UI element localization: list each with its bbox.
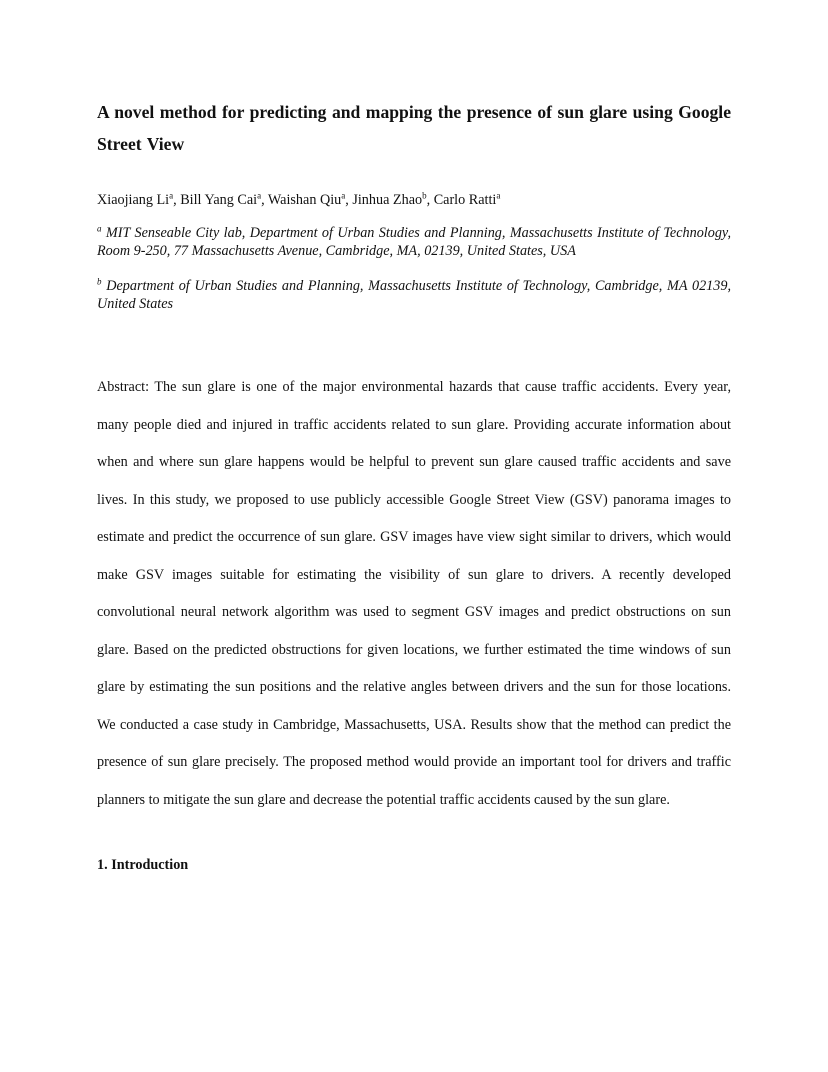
affiliation-text: Department of Urban Studies and Planning, Massachusetts Institute of Technology, Cambridge, MA 02139, United States <box>97 278 732 312</box>
author-list <box>97 191 731 209</box>
author-separator: , <box>261 192 268 208</box>
author-affiliation-mark: b <box>422 190 427 201</box>
affiliation-b <box>97 277 731 313</box>
author-name: Jinhua Zhao <box>352 192 423 208</box>
affiliation-a <box>97 224 731 260</box>
author-affiliation-mark: a <box>257 190 262 201</box>
author-affiliation-mark: a <box>169 190 174 201</box>
section-heading-introduction: 1. Introduction <box>97 857 189 873</box>
author-separator: , <box>426 192 434 208</box>
affiliation-text: MIT Senseable City lab, Department of Urban Studies and Planning, Massachusetts Institute of Technology, Room 9-250, 77 Massachusetts Avenue, Cambridge, MA, 02139, United States, USA <box>97 225 731 259</box>
affiliation-mark: b <box>97 276 102 287</box>
author-name: Carlo Ratti <box>433 192 497 208</box>
author-name: Waishan Qiu <box>267 192 342 208</box>
abstract-paragraph: Abstract: The sun glare is one of the major environmental hazards that cause traffic accidents. Every year, many people died and injured in traffic accidents related to sun glare. Providing accurate information about when and where sun glare happens would be helpful to prevent sun glare caused traffic accidents and save lives. In this study, we proposed to use publicly accessible Google Street View (GSV) panorama images to estimate and predict the occurrence of sun glare. GSV images have view sight similar to drivers, which would make GSV images suitable for estimating the visibility of sun glare to drivers. A recently developed convolutional neural network algorithm was used to segment GSV images and predict obstructions on sun glare. Based on the predicted obstructions for given locations, we further estimated the time windows of sun glare by estimating the sun positions and the relative angles between drivers and the sun for those locations. We conducted a case study in Cambridge, Massachusetts, USA. Results show that the method can predict the presence of sun glare precisely. The proposed method would provide an important tool for drivers and traffic planners to mitigate the sun glare and decrease the potential traffic accidents caused by the sun glare. <box>97 379 731 808</box>
author-name: Bill Yang Cai <box>180 192 258 208</box>
affiliation-mark: a <box>97 223 102 234</box>
author-separator: , <box>173 192 181 208</box>
author-name: Xiaojiang Li <box>97 192 170 208</box>
paper-title: A novel method for predicting and mapping the presence of sun glare using Google Street View <box>97 102 731 154</box>
author-affiliation-mark: a <box>496 190 501 201</box>
paper-page <box>97 96 731 874</box>
author-separator: , <box>345 192 353 208</box>
author-affiliation-mark: a <box>341 190 346 201</box>
